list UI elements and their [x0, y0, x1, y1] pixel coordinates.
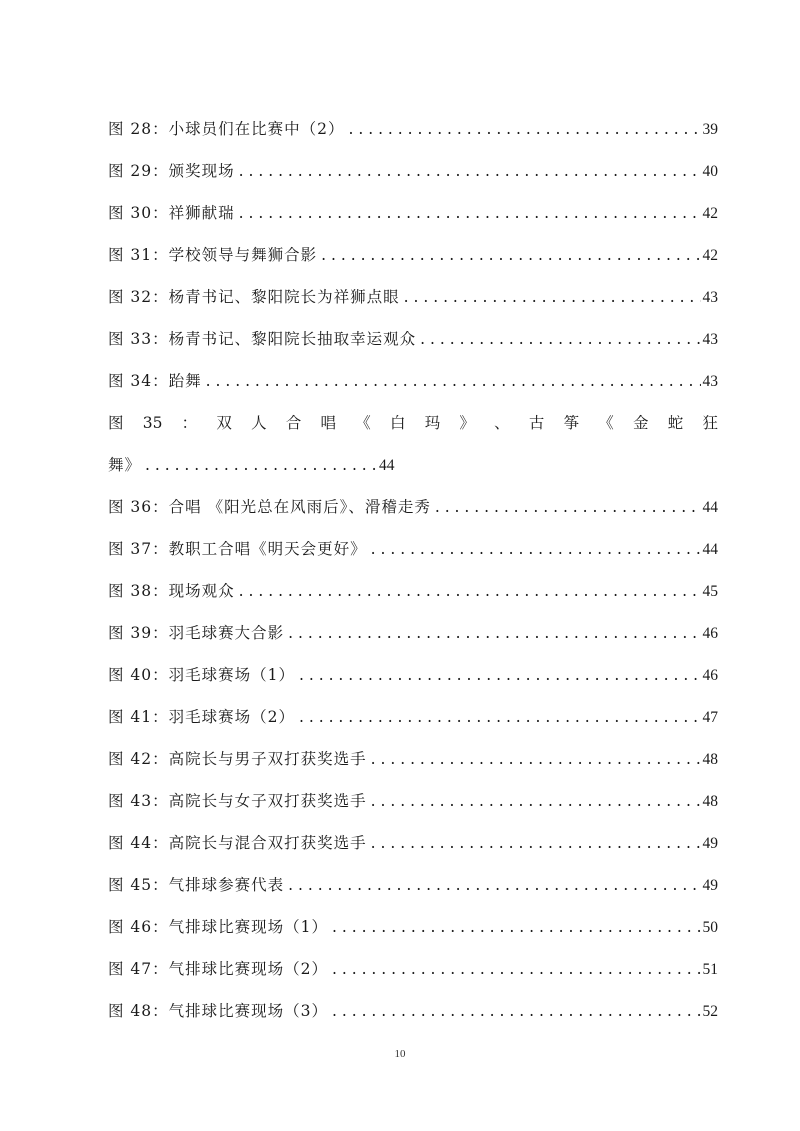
toc-entry-page: 46: [702, 625, 718, 642]
toc-entry-label: 图 40：羽毛球赛场（1）: [108, 666, 296, 684]
toc-entry-page: 43: [702, 373, 718, 390]
toc-entry-35-line2: [108, 444, 718, 486]
toc-group-after: [108, 486, 718, 1032]
toc-entry[interactable]: [108, 906, 718, 948]
toc-entry[interactable]: [108, 612, 718, 654]
toc-entry[interactable]: [108, 696, 718, 738]
toc-leader-dots: [299, 696, 700, 738]
toc-entry-label: 图 33：杨青书记、黎阳院长抽取幸运观众: [108, 330, 417, 348]
toc-entry-page: 44: [702, 499, 718, 516]
toc-entry-page: 45: [702, 583, 718, 600]
toc-entry-page: 51: [702, 961, 718, 978]
toc-entry[interactable]: [108, 486, 718, 528]
toc-entry-35-part: 金: [633, 414, 649, 432]
toc-entry-35-part: 狂: [702, 414, 718, 432]
toc-entry[interactable]: [108, 570, 718, 612]
toc-entry-label: 图 30：祥狮献瑞: [108, 204, 235, 222]
toc-entry-35-part: 合: [285, 414, 302, 432]
toc-entry[interactable]: [108, 948, 718, 990]
toc-entry[interactable]: [108, 654, 718, 696]
toc-entry-35-part: 玛: [424, 414, 441, 432]
toc-entry[interactable]: [108, 990, 718, 1032]
toc-entry-35-part: 《: [598, 414, 614, 432]
toc-leader-dots: [371, 822, 701, 864]
toc-leader-dots: [321, 234, 700, 276]
toc-leader-dots: [288, 612, 700, 654]
toc-entry-35-part: 双: [216, 414, 232, 432]
toc-leader-dots: [332, 948, 700, 990]
toc-entry-35[interactable]: [108, 402, 718, 486]
toc-leader-dots: [349, 108, 701, 150]
toc-entry-label: 图 37：教职工合唱《明天会更好》: [108, 540, 367, 558]
toc-leader-dots: [299, 654, 700, 696]
toc-entry-label: 图 44：高院长与混合双打获奖选手: [108, 834, 367, 852]
toc-entry-35-part: 图: [108, 414, 124, 432]
toc-entry[interactable]: [108, 108, 718, 150]
toc-entry-page: 42: [702, 247, 718, 264]
toc-leader-dots: [404, 276, 701, 318]
toc-entry-label: 图 29：颁奖现场: [108, 162, 235, 180]
toc-entry-label: 舞》: [108, 456, 142, 474]
toc-entry-page: 43: [702, 289, 718, 306]
toc-entry-35-line1: [108, 402, 718, 444]
toc-entry-page: 40: [702, 163, 718, 180]
toc-entry-label: 图 43：高院长与女子双打获奖选手: [108, 792, 367, 810]
toc-leader-dots: [371, 528, 701, 570]
toc-entry-35-part: 《: [355, 414, 371, 432]
toc-entry-35-part: 》: [459, 414, 475, 432]
toc-entry-label: 图 32：杨青书记、黎阳院长为祥狮点眼: [108, 288, 400, 306]
toc-entry[interactable]: [108, 150, 718, 192]
toc-leader-dots: [288, 864, 700, 906]
toc-entry-page: 44: [379, 457, 395, 474]
toc-entry-35-part: 筝: [563, 414, 580, 432]
toc-leader-dots: [371, 780, 701, 822]
toc-entry-35-part: 人: [251, 414, 267, 432]
toc-entry-page: 47: [702, 709, 718, 726]
toc-entry-page: 44: [702, 541, 718, 558]
toc-entry-page: 43: [702, 331, 718, 348]
toc-entry-label: 图 31：学校领导与舞狮合影: [108, 246, 318, 264]
table-of-figures: [108, 108, 718, 1032]
toc-entry-label: 图 36：合唱 《阳光总在风雨后》、滑稽走秀: [108, 498, 431, 516]
toc-leader-dots: [239, 192, 701, 234]
toc-entry-label: 图 41：羽毛球赛场（2）: [108, 708, 296, 726]
toc-entry-page: 52: [702, 1003, 718, 1020]
toc-entry-35-part: 蛇: [667, 414, 684, 432]
toc-entry-label: 图 45：气排球参赛代表: [108, 876, 285, 894]
page-number: 10: [394, 1048, 406, 1060]
toc-entry-page: 46: [702, 667, 718, 684]
toc-entry-page: 50: [702, 919, 718, 936]
toc-entry-label: 图 38：现场观众: [108, 582, 235, 600]
toc-leader-dots: [332, 906, 700, 948]
toc-leader-dots: [435, 486, 701, 528]
toc-entry-page: 48: [702, 751, 718, 768]
toc-leader-dots: [371, 738, 701, 780]
toc-entry-35-part: ：: [181, 414, 198, 432]
toc-leader-dots: [239, 150, 701, 192]
toc-entry-35-part: 唱: [320, 414, 337, 432]
toc-entry-label: 图 28：小球员们在比赛中（2）: [108, 120, 345, 138]
toc-entry-label: 图 48：气排球比赛现场（3）: [108, 1002, 329, 1020]
toc-entry-label: 图 42：高院长与男子双打获奖选手: [108, 750, 367, 768]
toc-entry-35-part: 白: [389, 414, 406, 432]
toc-entry[interactable]: [108, 738, 718, 780]
toc-entry-page: 39: [702, 121, 718, 138]
toc-entry-page: 42: [702, 205, 718, 222]
toc-entry-label: 图 34：跆舞: [108, 372, 202, 390]
toc-entry[interactable]: [108, 318, 718, 360]
toc-entry[interactable]: [108, 360, 718, 402]
toc-entry-35-part: 35: [142, 414, 163, 432]
toc-leader-dots: [206, 360, 701, 402]
toc-leader-dots: [145, 444, 377, 486]
toc-entry[interactable]: [108, 192, 718, 234]
toc-leader-dots: [239, 570, 701, 612]
toc-entry[interactable]: [108, 234, 718, 276]
toc-entry-35-part: 古: [528, 414, 545, 432]
toc-entry-label: 图 46：气排球比赛现场（1）: [108, 918, 329, 936]
toc-leader-dots: [332, 990, 700, 1032]
toc-entry[interactable]: [108, 864, 718, 906]
toc-entry-page: 48: [702, 793, 718, 810]
toc-entry-page: 49: [702, 877, 718, 894]
toc-leader-dots: [420, 318, 700, 360]
toc-entry[interactable]: [108, 276, 718, 318]
toc-entry-35-part: 、: [494, 414, 510, 432]
toc-entry-page: 49: [702, 835, 718, 852]
toc-entry[interactable]: [108, 528, 718, 570]
toc-entry[interactable]: [108, 822, 718, 864]
toc-entry-label: 图 47：气排球比赛现场（2）: [108, 960, 329, 978]
toc-group-before: [108, 108, 718, 402]
toc-entry[interactable]: [108, 780, 718, 822]
toc-entry-label: 图 39：羽毛球赛大合影: [108, 624, 285, 642]
